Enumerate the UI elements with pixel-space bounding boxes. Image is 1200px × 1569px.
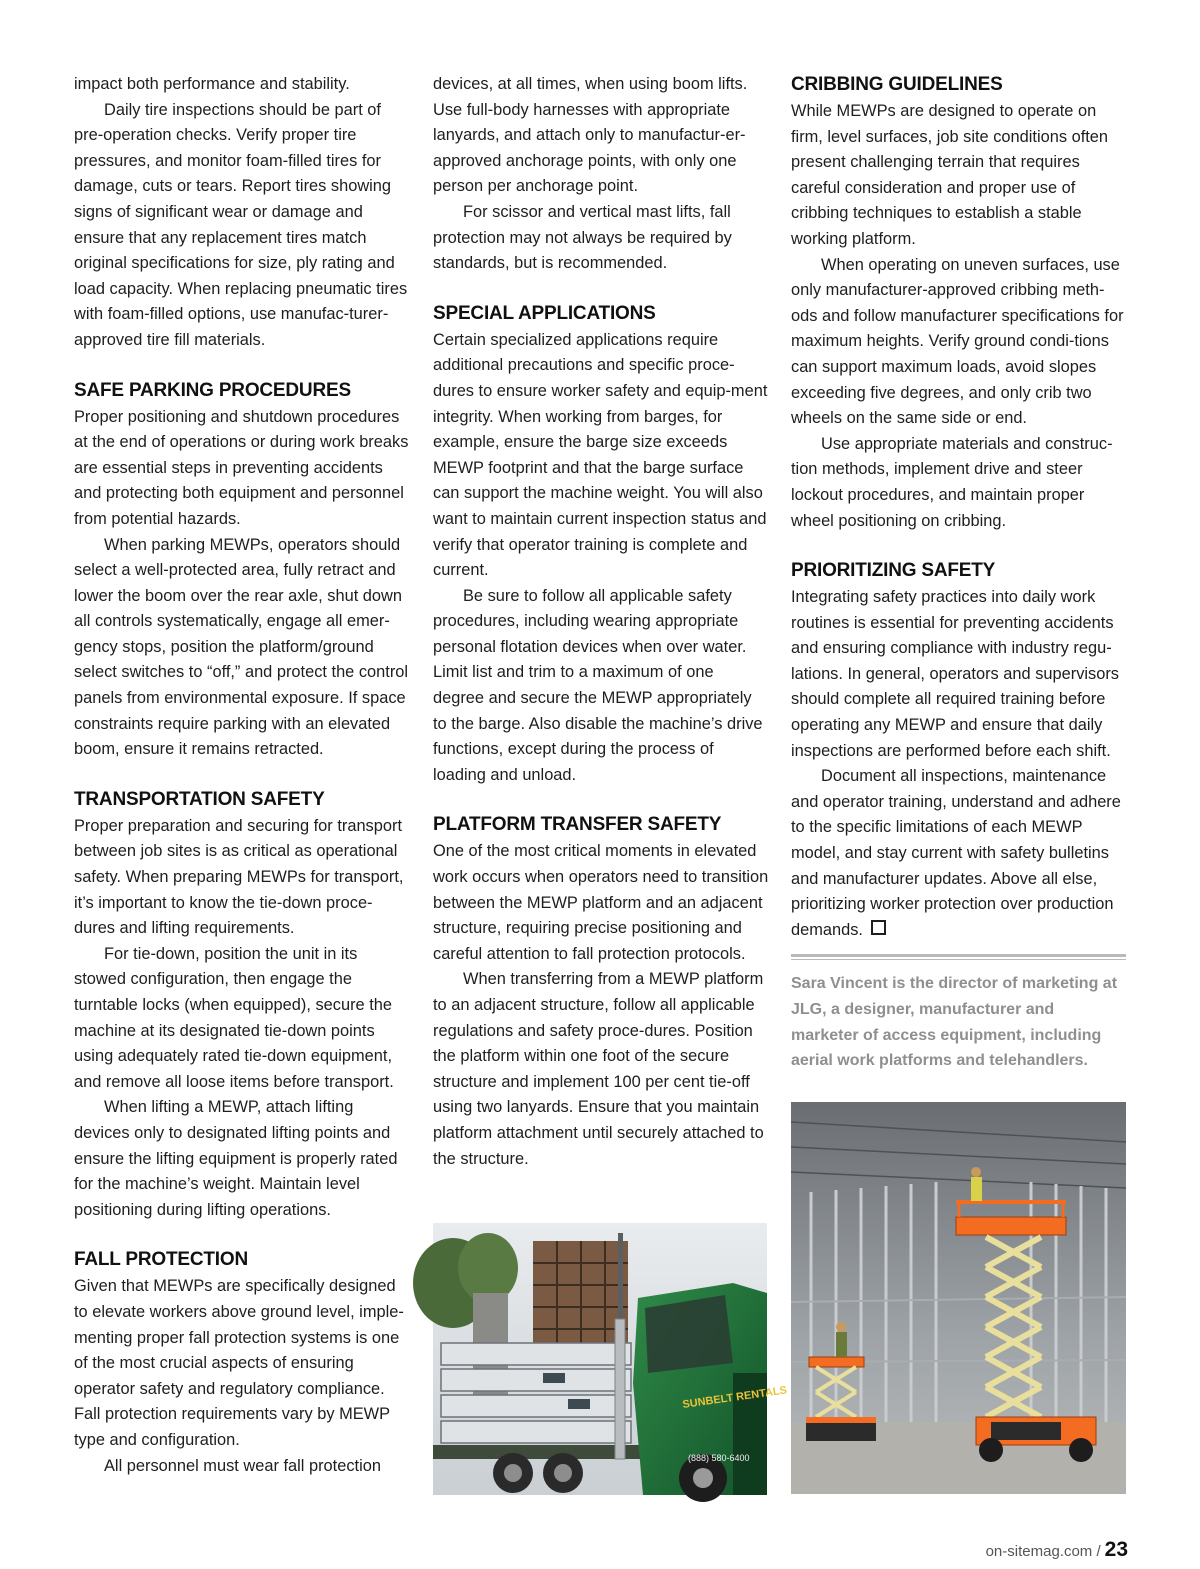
paragraph: When operating on uneven surfaces, use only manufacturer-approved cribbing meth-ods and follow manufacturer specifications for maximum heights. Verify ground condi-tions can support maximum loads, avoid slopes exceeding five degrees, and only crib two wheels on the same side or end. [791, 255, 1124, 428]
column-1 [74, 72, 412, 1479]
page-footer [986, 1538, 1128, 1562]
truck-cab-logo: SUNBELT RENTALS [681, 1384, 788, 1411]
paragraph: Integrating safety practices into daily work routines is essential for preventing accidents and ensuring compliance with industry regu-lations. In general, operators and supervisors should complete all required training before operating any MEWP and ensure that daily inspections are performed before each shift. [791, 588, 1119, 760]
paragraph: Proper preparation and securing for transport between job sites is as critical as operational safety. When preparing MEWPs for transport, it’s important to know the tie-down proce-dures and lifting requirements. [74, 816, 404, 938]
section-heading-safe-parking: SAFE PARKING PROCEDURES [74, 379, 351, 401]
section-heading-platform-transfer: PLATFORM TRANSFER SAFETY [433, 814, 722, 836]
paragraph: Use appropriate materials and construc-tion methods, implement drive and steer lockout procedures, and maintain proper wheel positioning on cribbing. [791, 434, 1113, 530]
end-mark-icon [871, 920, 886, 935]
section-heading-special-applications: SPECIAL APPLICATIONS [433, 302, 656, 324]
paragraph: One of the most critical moments in elevated work occurs when operators need to transition between the MEWP platform and an adjacent structure, requiring precise positioning and careful attention to fall protection protocols. [433, 842, 769, 963]
author-bio: Sara Vincent is the director of marketing at JLG, a designer, manufacturer and marketer of access equipment, including aerial work platforms and telehandlers. [791, 975, 1118, 1070]
section-heading-transportation: TRANSPORTATION SAFETY [74, 788, 325, 810]
paragraph: Proper positioning and shutdown procedures at the end of operations or during work breaks are essential steps in preventing accidents and protecting both equipment and personnel from potential hazards. [74, 407, 409, 528]
truck-photo [433, 1223, 788, 1495]
paragraph-text: Document all inspections, maintenance and operator training, understand and adhere to the specific limitations of each MEWP model, and stay current with safety bulletins and manufacturer updates. Above all else, prioritizing worker protection over production demands. [791, 767, 1121, 939]
column-3 [791, 72, 1126, 1074]
paragraph: All personnel must wear fall protection [104, 1456, 381, 1475]
paragraph: For scissor and vertical mast lifts, fall protection may not always be required by standards, but is recommended. [433, 202, 732, 273]
scissor-lift-photo [791, 1102, 1126, 1494]
paragraph: When parking MEWPs, operators should select a well-protected area, fully retract and lower the boom over the rear axle, shut down all controls systematically, engage all emer-gency stops, position the platform/ground select switches to “off,” and protect the control panels from environmental exposure. If space constraints require parking with an elevated boom, ensure it remains retracted. [74, 535, 409, 759]
paragraph: Be sure to follow all applicable safety procedures, including wearing appropriate personal flotation devices when over water. Limit list and trim to a maximum of one degree and secure the MEWP appropriately to the barge. Also disable the machine’s drive functions, except during the process of loading and unload. [433, 586, 763, 784]
paragraph: Given that MEWPs are specifically designed to elevate workers above ground level, imple-menting proper fall protection systems is one of the most crucial aspects of ensuring operator safety and regulatory compliance. Fall protection requirements vary by MEWP type and configuration. [74, 1277, 404, 1449]
paragraph: For tie-down, position the unit in its stowed configuration, then engage the turntable locks (when equipped), secure the machine at its designated tie-down points using adequately rated tie-down equipment, and remove all loose items before transport. [74, 944, 394, 1091]
bio-divider [791, 954, 1126, 960]
paragraph: While MEWPs are designed to operate on firm, level surfaces, job site conditions often present challenging terrain that requires careful consideration and proper use of cribbing techniques to establish a stable working platform. [791, 102, 1109, 248]
paragraph: When lifting a MEWP, attach lifting devices only to designated lifting points and ensure the lifting equipment is properly rated for the machine’s weight. Maintain level positioning during lifting operations. [74, 1098, 398, 1219]
paragraph: impact both performance and stability. [74, 75, 350, 93]
paragraph: When transferring from a MEWP platform to an adjacent structure, follow all applicable regulations and safety proce-dures. Position the platform within one foot of the secure structure and implement 100 per cent tie-off using two lanyards. Ensure that you maintain platform attachment until securely attached to the structure. [433, 970, 764, 1168]
page-number: 23 [1104, 1538, 1128, 1561]
section-heading-prioritizing-safety: PRIORITIZING SAFETY [791, 560, 996, 582]
column-2 [433, 72, 769, 1172]
paragraph: devices, at all times, when using boom lifts. Use full-body harnesses with appropriate lanyards, and attach only to manufactur-er-approved anchorage points, with only one person per anchorage point. [433, 75, 748, 196]
truck-phone-number: (888) 580-6400 [688, 1453, 750, 1463]
section-heading-fall-protection: FALL PROTECTION [74, 1249, 248, 1271]
section-heading-cribbing: CRIBBING GUIDELINES [791, 74, 1003, 95]
paragraph-final [791, 764, 1126, 943]
paragraph: Daily tire inspections should be part of pre-operation checks. Verify proper tire pressures, and monitor foam-filled tires for damage, cuts or tears. Report tires showing signs of significant wear or damage and ensure that any replacement tires match original specifications for size, ply rating and load capacity. When replacing pneumatic tires with foam-filled options, use manufac-turer-approved tire fill materials. [74, 100, 408, 349]
paragraph: Certain specialized applications require additional precautions and specific proce-dures to ensure worker safety and equip-ment integrity. When working from barges, for example, ensure the barge size exceeds MEWP footprint and that the barge surface can support the machine weight. You will also want to maintain current inspection status and verify that operator training is complete and current. [433, 330, 768, 580]
site-url: on-sitemag.com / [985, 1543, 1101, 1560]
